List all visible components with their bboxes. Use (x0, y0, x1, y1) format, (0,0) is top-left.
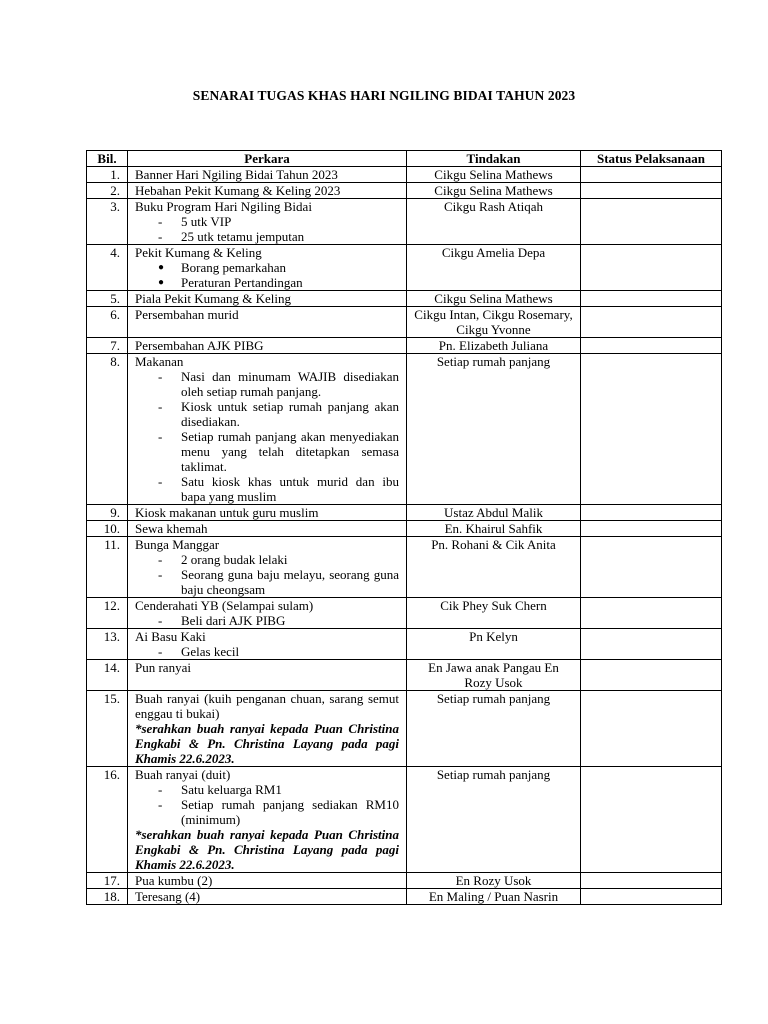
tindakan-cell: Cikgu Selina Mathews (407, 183, 581, 199)
table-row (87, 354, 722, 505)
table-row (87, 505, 722, 521)
list-item-text: Peraturan Pertandingan (181, 275, 303, 290)
list-item (135, 552, 399, 567)
list-item (135, 214, 399, 229)
dash-marker: - (158, 214, 163, 229)
dash-marker: - (158, 429, 163, 444)
dash-marker: - (158, 369, 163, 384)
perkara-cell (128, 598, 407, 629)
row-number: 18. (87, 889, 128, 905)
dash-marker: - (158, 613, 163, 628)
bullet-list (135, 260, 399, 290)
perkara-cell (128, 307, 407, 338)
perkara-cell (128, 167, 407, 183)
dash-marker: - (158, 782, 163, 797)
row-number: 9. (87, 505, 128, 521)
list-item (135, 275, 399, 290)
status-cell (581, 889, 722, 905)
tindakan-cell: Pn Kelyn (407, 629, 581, 660)
perkara-text: Makanan (135, 354, 184, 369)
perkara-text: Ai Basu Kaki (135, 629, 206, 644)
row-number: 3. (87, 199, 128, 245)
dash-marker: - (158, 399, 163, 414)
perkara-text: Pua kumbu (2) (135, 873, 213, 888)
list-item-text: 25 utk tetamu jemputan (181, 229, 305, 244)
perkara-text: Buah ranyai (kuih penganan chuan, sarang semut enggau ti bukai) (135, 691, 399, 721)
status-cell (581, 691, 722, 767)
dash-list (135, 552, 399, 597)
page-title: SENARAI TUGAS KHAS HARI NGILING BIDAI TAHUN 2023 (192, 88, 576, 103)
list-item-text: 2 orang budak lelaki (181, 552, 288, 567)
list-item (135, 644, 399, 659)
table-row (87, 199, 722, 245)
status-cell (581, 505, 722, 521)
dash-marker: - (158, 474, 163, 489)
row-number: 4. (87, 245, 128, 291)
tindakan-cell: Cikgu Selina Mathews (407, 167, 581, 183)
header-status: Status Pelaksanaan (581, 151, 722, 167)
dash-list (135, 613, 399, 628)
dash-list (135, 214, 399, 244)
list-item (135, 567, 399, 597)
list-item-text: Kiosk untuk setiap rumah panjang akan disediakan. (181, 399, 399, 429)
perkara-text: Pekit Kumang & Keling (135, 245, 262, 260)
table-header-row (87, 151, 722, 167)
table-row (87, 183, 722, 199)
list-item-text: Setiap rumah panjang sediakan RM10 (minimum) (181, 797, 399, 827)
table-row (87, 338, 722, 354)
header-tindakan: Tindakan (407, 151, 581, 167)
tindakan-cell: Cikgu Intan, Cikgu Rosemary, Cikgu Yvonne (407, 307, 581, 338)
tindakan-cell: Cikgu Selina Mathews (407, 291, 581, 307)
status-cell (581, 199, 722, 245)
table-row (87, 245, 722, 291)
row-number: 6. (87, 307, 128, 338)
header-bil: Bil. (87, 151, 128, 167)
note-text: *serahkan buah ranyai kepada Puan Christina Engkabi & Pn. Christina Layang pada pagi Khamis 22.6.2023. (135, 721, 399, 766)
tindakan-cell: Pn. Rohani & Cik Anita (407, 537, 581, 598)
list-item-text: Satu kiosk khas untuk murid dan ibu bapa yang muslim (181, 474, 399, 504)
perkara-cell (128, 183, 407, 199)
table-row (87, 598, 722, 629)
perkara-cell (128, 660, 407, 691)
table-row (87, 889, 722, 905)
perkara-text: Piala Pekit Kumang & Keling (135, 291, 291, 306)
perkara-cell (128, 537, 407, 598)
row-number: 17. (87, 873, 128, 889)
row-number: 1. (87, 167, 128, 183)
status-cell (581, 629, 722, 660)
list-item (135, 229, 399, 244)
dash-marker: - (158, 229, 163, 244)
dash-list (135, 369, 399, 504)
perkara-text: Persembahan murid (135, 307, 239, 322)
perkara-text: Pun ranyai (135, 660, 191, 675)
status-cell (581, 307, 722, 338)
table-row (87, 521, 722, 537)
row-number: 2. (87, 183, 128, 199)
tindakan-cell: Cik Phey Suk Chern (407, 598, 581, 629)
tindakan-cell: Cikgu Amelia Depa (407, 245, 581, 291)
perkara-cell (128, 889, 407, 905)
status-cell (581, 245, 722, 291)
status-cell (581, 291, 722, 307)
list-item (135, 797, 399, 827)
list-item (135, 782, 399, 797)
status-cell (581, 660, 722, 691)
dash-marker: - (158, 644, 163, 659)
table-row (87, 873, 722, 889)
perkara-text: Buah ranyai (duit) (135, 767, 231, 782)
perkara-text: Teresang (4) (135, 889, 201, 904)
list-item-text: Borang pemarkahan (181, 260, 287, 275)
status-cell (581, 873, 722, 889)
list-item (135, 369, 399, 399)
perkara-text: Persembahan AJK PIBG (135, 338, 264, 353)
list-item-text: Nasi dan minumam WAJIB disediakan oleh setiap rumah panjang. (181, 369, 399, 399)
status-cell (581, 537, 722, 598)
row-number: 12. (87, 598, 128, 629)
row-number: 11. (87, 537, 128, 598)
dash-marker: - (158, 567, 163, 582)
tindakan-cell: Setiap rumah panjang (407, 767, 581, 873)
tindakan-cell: En Maling / Puan Nasrin (407, 889, 581, 905)
perkara-cell (128, 767, 407, 873)
tindakan-cell: Pn. Elizabeth Juliana (407, 338, 581, 354)
row-number: 8. (87, 354, 128, 505)
list-item-text: Satu keluarga RM1 (181, 782, 282, 797)
row-number: 10. (87, 521, 128, 537)
tindakan-cell: Setiap rumah panjang (407, 354, 581, 505)
tindakan-cell: Cikgu Rash Atiqah (407, 199, 581, 245)
list-item (135, 260, 399, 275)
perkara-cell (128, 873, 407, 889)
perkara-cell (128, 629, 407, 660)
status-cell (581, 183, 722, 199)
perkara-text: Sewa khemah (135, 521, 208, 536)
dash-marker: - (158, 797, 163, 812)
perkara-cell (128, 505, 407, 521)
perkara-text: Cenderahati YB (Selampai sulam) (135, 598, 314, 613)
dash-marker: - (158, 552, 163, 567)
perkara-text: Buku Program Hari Ngiling Bidai (135, 199, 312, 214)
list-item (135, 474, 399, 504)
table-row (87, 660, 722, 691)
bullet-marker: ● (158, 262, 165, 273)
dash-list (135, 644, 399, 659)
list-item (135, 613, 399, 628)
task-table (86, 150, 722, 905)
list-item-text: 5 utk VIP (181, 214, 232, 229)
status-cell (581, 167, 722, 183)
row-number: 5. (87, 291, 128, 307)
table-row (87, 291, 722, 307)
perkara-text: Hebahan Pekit Kumang & Keling 2023 (135, 183, 341, 198)
status-cell (581, 338, 722, 354)
status-cell (581, 598, 722, 629)
table-row (87, 691, 722, 767)
note-text: *serahkan buah ranyai kepada Puan Christina Engkabi & Pn. Christina Layang pada pagi Khamis 22.6.2023. (135, 827, 399, 872)
header-perkara: Perkara (128, 151, 407, 167)
table-row (87, 307, 722, 338)
tindakan-cell: En. Khairul Sahfik (407, 521, 581, 537)
tindakan-cell: Ustaz Abdul Malik (407, 505, 581, 521)
list-item (135, 429, 399, 474)
row-number: 15. (87, 691, 128, 767)
perkara-cell (128, 291, 407, 307)
table-row (87, 537, 722, 598)
perkara-text: Kiosk makanan untuk guru muslim (135, 505, 319, 520)
list-item-text: Seorang guna baju melayu, seorang guna baju cheongsam (181, 567, 399, 597)
status-cell (581, 521, 722, 537)
row-number: 7. (87, 338, 128, 354)
table-row (87, 767, 722, 873)
perkara-cell (128, 199, 407, 245)
perkara-cell (128, 691, 407, 767)
perkara-text: Bunga Manggar (135, 537, 220, 552)
dash-list (135, 782, 399, 827)
perkara-text: Banner Hari Ngiling Bidai Tahun 2023 (135, 167, 338, 182)
row-number: 16. (87, 767, 128, 873)
perkara-cell (128, 245, 407, 291)
list-item-text: Setiap rumah panjang akan menyediakan menu yang telah ditetapkan semasa taklimat. (181, 429, 399, 474)
list-item-text: Gelas kecil (181, 644, 240, 659)
perkara-cell (128, 338, 407, 354)
perkara-cell (128, 354, 407, 505)
tindakan-cell: En Jawa anak Pangau En Rozy Usok (407, 660, 581, 691)
row-number: 14. (87, 660, 128, 691)
row-number: 13. (87, 629, 128, 660)
table-row (87, 167, 722, 183)
tindakan-cell: Setiap rumah panjang (407, 691, 581, 767)
bullet-marker: ● (158, 277, 165, 288)
status-cell (581, 354, 722, 505)
table-row (87, 629, 722, 660)
list-item-text: Beli dari AJK PIBG (181, 613, 286, 628)
perkara-cell (128, 521, 407, 537)
tindakan-cell: En Rozy Usok (407, 873, 581, 889)
task-table-body (87, 167, 722, 905)
status-cell (581, 767, 722, 873)
list-item (135, 399, 399, 429)
